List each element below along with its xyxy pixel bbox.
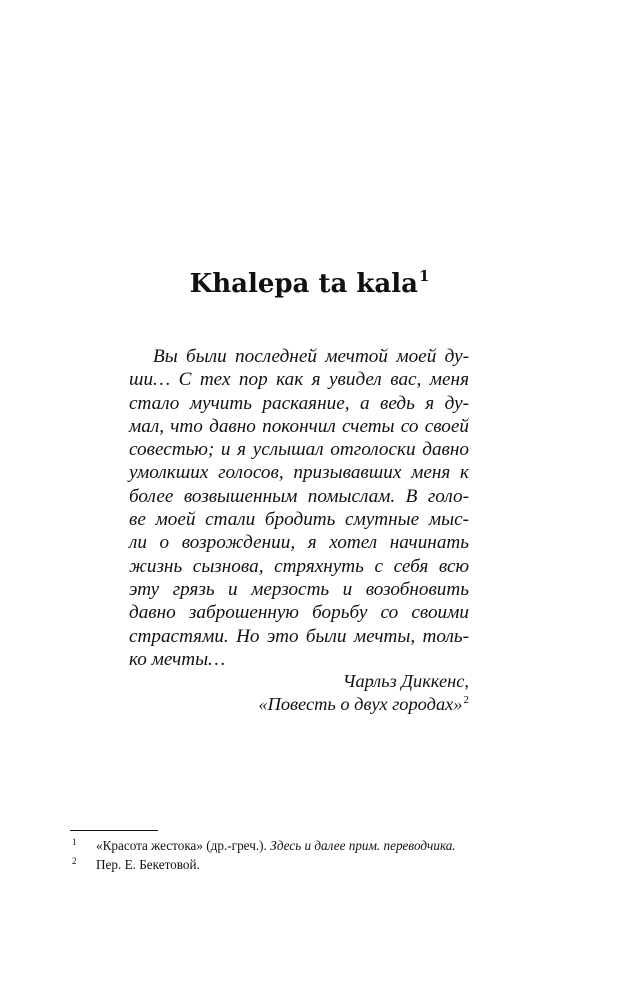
epigraph-line: страстями. Но это были мечты, толь-: [129, 625, 469, 647]
chapter-title-text: Khalepa ta kala: [189, 269, 418, 300]
attribution-author: Чарльз Диккенс,: [342, 671, 469, 691]
chapter-title: [0, 267, 619, 301]
epigraph-line: давно заброшенную борьбу со своими: [129, 602, 469, 624]
epigraph-line: ши… С тех пор как я увидел вас, меня: [129, 369, 469, 391]
footnotes: [70, 836, 456, 874]
footnote-1: 1 «Красота жестока» (др.-греч.). Здесь и далее прим. переводчика.: [72, 837, 456, 853]
epigraph-line: мал, что давно покончил счеты со своей: [129, 415, 469, 437]
epigraph-line: ко мечты…: [129, 648, 226, 670]
attribution-work-line: [258, 693, 469, 716]
epigraph-quote: [129, 345, 469, 671]
footnote-divider: [70, 830, 158, 831]
attribution-work: «Повесть о двух городах»: [258, 694, 463, 715]
epigraph-attribution: [258, 670, 469, 717]
footnote-2: 2 Пер. Е. Бекетовой.: [72, 856, 200, 872]
epigraph-line: стало мучить раскаяние, а ведь я ду-: [129, 392, 469, 414]
epigraph-line: жизнь сызнова, стряхнуть с себя всю: [129, 555, 469, 577]
footnote-editor-note: Здесь и далее прим. переводчика.: [270, 838, 456, 853]
epigraph-line: эту грязь и мерзость и возобновить: [129, 578, 469, 600]
epigraph-line: Вы были последней мечтой моей ду-: [153, 346, 469, 367]
epigraph-line: более возвышенным помыслам. В голо-: [129, 485, 469, 507]
attribution-footnote-ref[interactable]: 2: [463, 694, 469, 707]
epigraph-line: ве моей стали бродить смутные мыс-: [129, 509, 469, 531]
epigraph-line: ли о возрождении, я хотел начинать: [129, 532, 469, 554]
epigraph-line: совестью; и я услышал отголоски давно: [129, 439, 469, 461]
epigraph-line: умолкших голосов, призывавших меня к: [129, 462, 469, 484]
footnote-text: Пер. Е. Бекетовой.: [96, 857, 200, 872]
title-footnote-ref[interactable]: 1: [418, 267, 430, 286]
footnote-text: «Красота жестока» (др.-греч.).: [96, 838, 271, 853]
